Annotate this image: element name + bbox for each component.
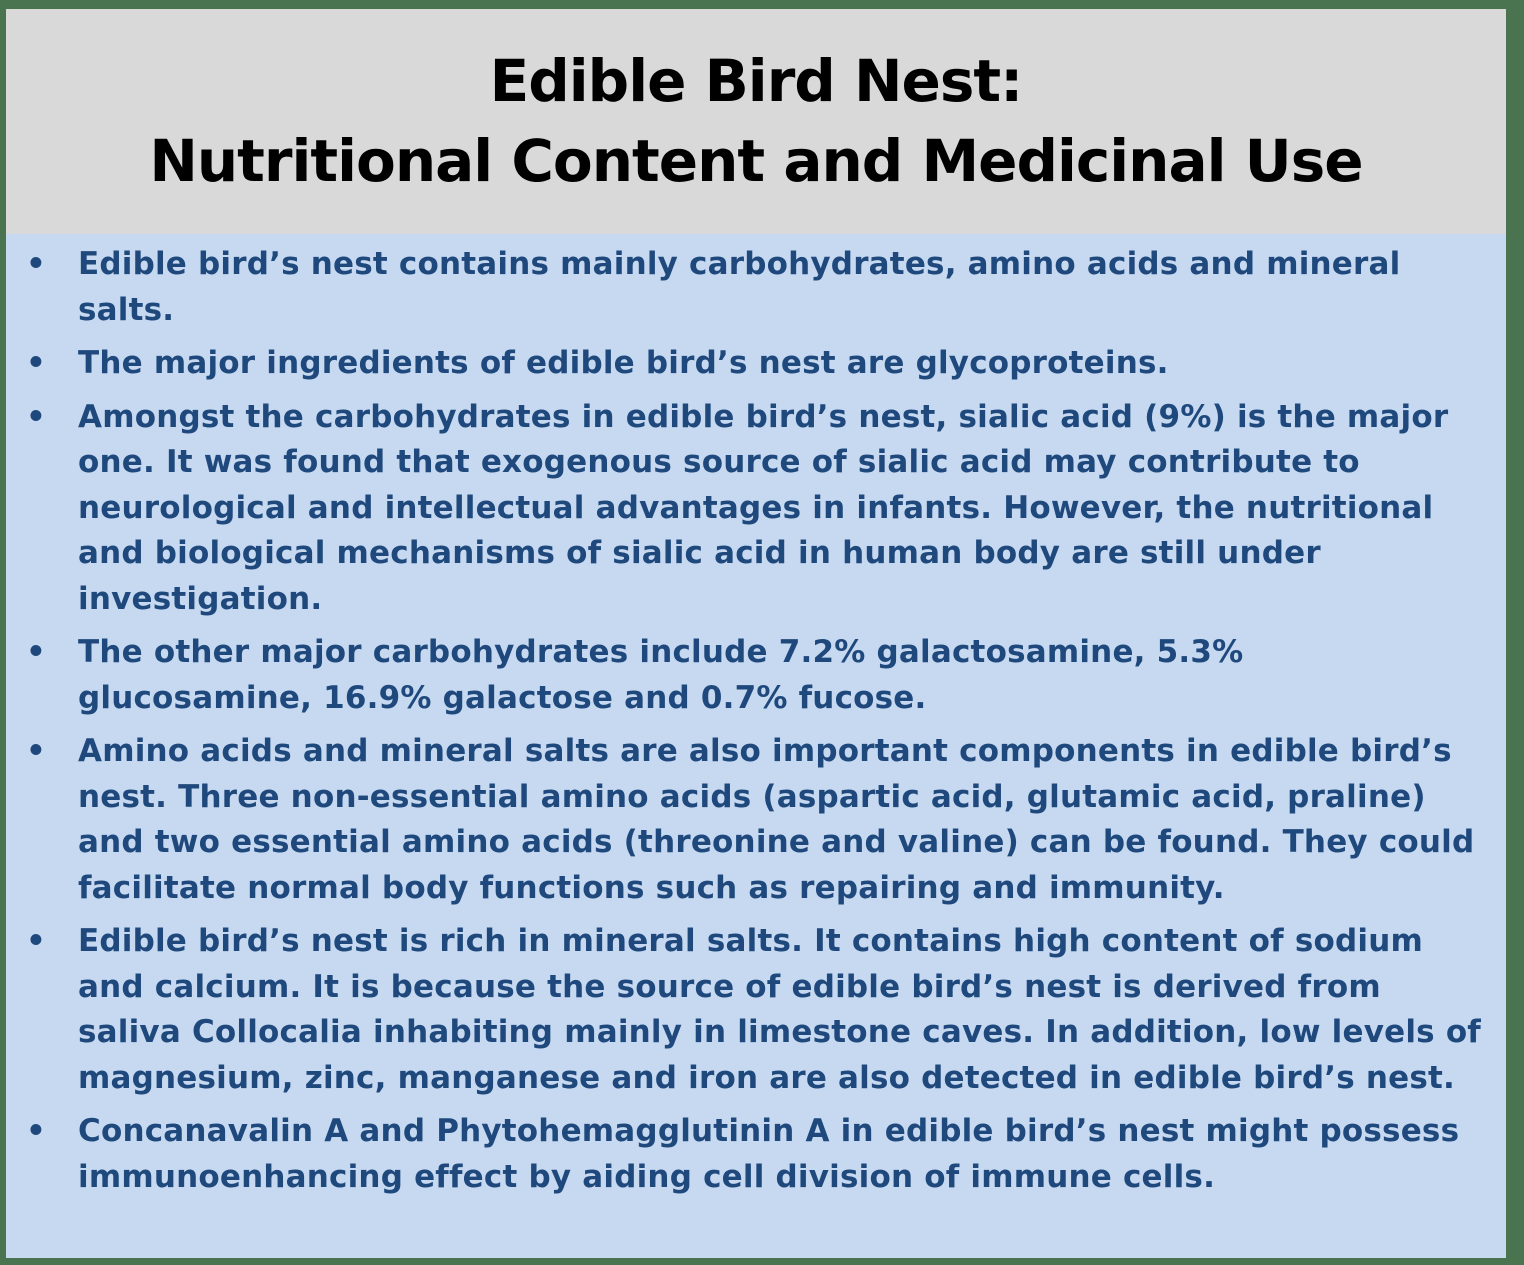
bullet-text: Concanavalin A and Phytohemagglutinin A in edible bird’s nest might possess immunoenhancing effect by aiding cell division of immune cells. (78, 1113, 1460, 1195)
bullet-dot-icon: • (26, 1113, 47, 1149)
bullet-text: Amongst the carbohydrates in edible bird’s nest, sialic acid (9%) is the major one. It was found that exogenous source of sialic acid may contribute to neurological and intellectual advantages in infants. However, the nutritional and biological mechanisms of sialic acid in human body are still under investigation. (78, 398, 1449, 617)
bullet-dot-icon: • (26, 398, 47, 435)
bullet-text: Edible bird’s nest is rich in mineral salts. It contains high content of sodium and calcium. It is because the source of edible bird’s nest is derived from saliva Collocalia inhabiting mainly in limestone caves. In addition, low levels of magnesium, zinc, manganese and iron are also detected in edible bird’s nest. (78, 923, 1481, 1096)
bullet-text: The other major carbohydrates include 7.2% galactosamine, 5.3% glucosamine, 16.9% galactose and 0.7% fucose. (78, 634, 1244, 716)
bullet-item (6, 919, 1506, 1101)
bullet-dot-icon: • (26, 733, 47, 769)
bullet-item (6, 729, 1506, 911)
bullet-item (6, 630, 1506, 721)
content-panel (6, 234, 1506, 1258)
slide (6, 9, 1506, 1258)
title-banner (6, 9, 1506, 234)
slide-title-line-2: Nutritional Content and Medicinal Use (149, 127, 1363, 195)
bullet-item (6, 242, 1506, 333)
bullet-dot-icon: • (26, 345, 47, 381)
bullet-item (6, 395, 1506, 623)
slide-title-line-1: Edible Bird Nest: (489, 47, 1023, 115)
bullet-dot-icon: • (26, 246, 47, 282)
bullet-dot-icon: • (26, 634, 47, 670)
bullet-text: Edible bird’s nest contains mainly carbohydrates, amino acids and mineral salts. (78, 246, 1401, 328)
bullet-list (6, 234, 1506, 1200)
bullet-dot-icon: • (26, 923, 47, 959)
bullet-text: Amino acids and mineral salts are also important components in edible bird’s nest. Three non-essential amino acids (aspartic acid, glutamic acid, praline) and two essential amino acids (threonine and valine) can be found. They could facilitate normal body functions such as repairing and immunity. (78, 733, 1475, 906)
bullet-text: The major ingredients of edible bird’s nest are glycoproteins. (78, 345, 1169, 381)
bullet-item (6, 341, 1506, 387)
bullet-item (6, 1109, 1506, 1200)
